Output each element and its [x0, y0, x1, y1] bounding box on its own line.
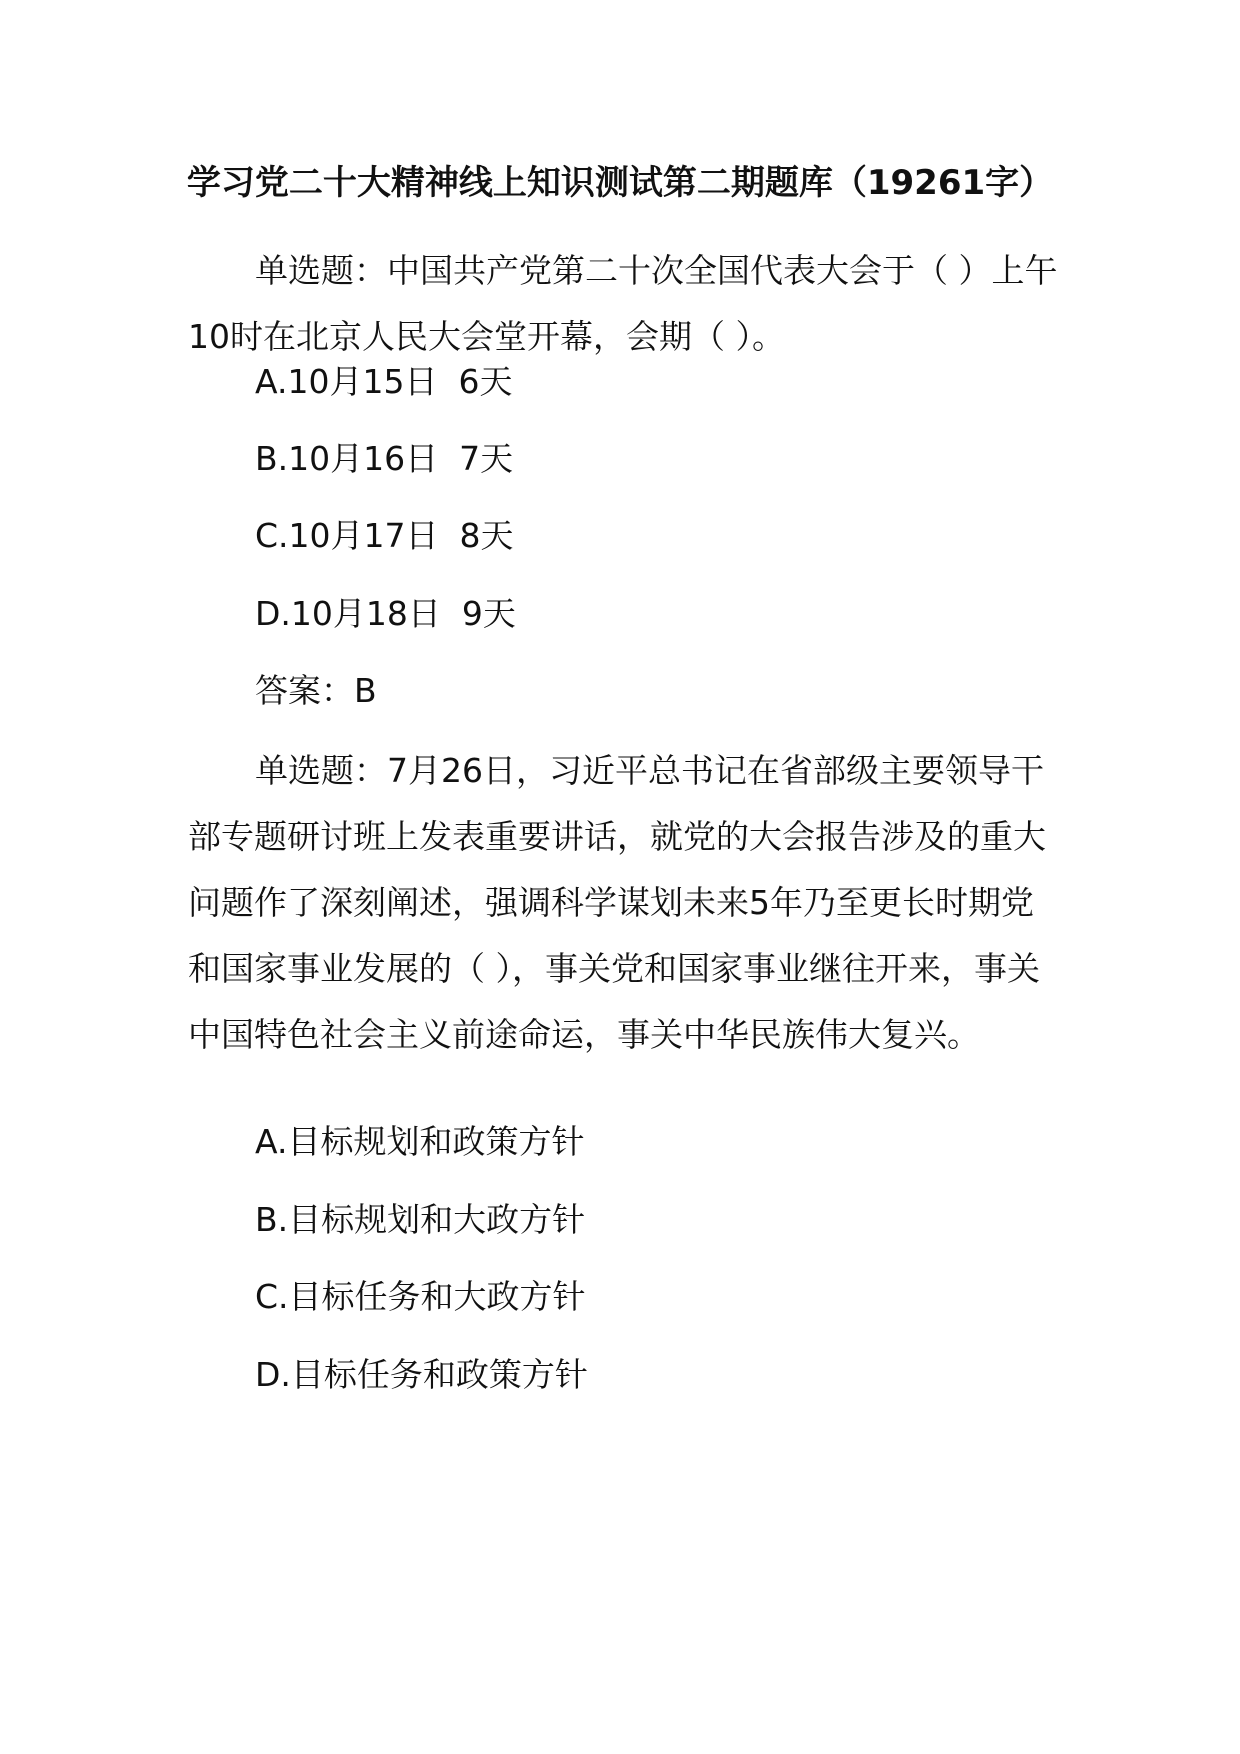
question-2-option-d: D.目标任务和政策方针: [255, 1355, 588, 1394]
question-1-option-d: D.10月18日 9天: [255, 594, 516, 633]
question-1-answer: 答案：B: [255, 671, 377, 710]
question-2-option-b: B.目标规划和大政方针: [255, 1200, 586, 1239]
document-title: 学习党二十大精神线上知识测试第二期题库（19261字）: [186, 163, 1054, 203]
question-2-stem: 单选题：7月26日，习近平总书记在省部级主要领导干部专题研讨班上发表重要讲话，就党的大会报告涉及的重大问题作了深刻阐述，强调科学谋划未来5年乃至更长时期党和国家事业发展的（ ），事关党和国家事业继往开来，事关中国特色社会主义前途命运，事关中华民族伟大复兴。: [188, 751, 1046, 1054]
question-1-stem: 单选题：中国共产党第二十次全国代表大会于（ ）上午10时在北京人民大会堂开幕，会期（ ）。: [188, 251, 1058, 356]
question-2-option-a: A.目标规划和政策方针: [255, 1122, 585, 1161]
question-2-option-c: C.目标任务和大政方针: [255, 1277, 586, 1316]
question-1-option-b: B.10月16日 7天: [255, 439, 514, 478]
question-1-option-c: C.10月17日 8天: [255, 516, 514, 555]
question-1-option-a: A.10月15日 6天: [255, 362, 513, 401]
